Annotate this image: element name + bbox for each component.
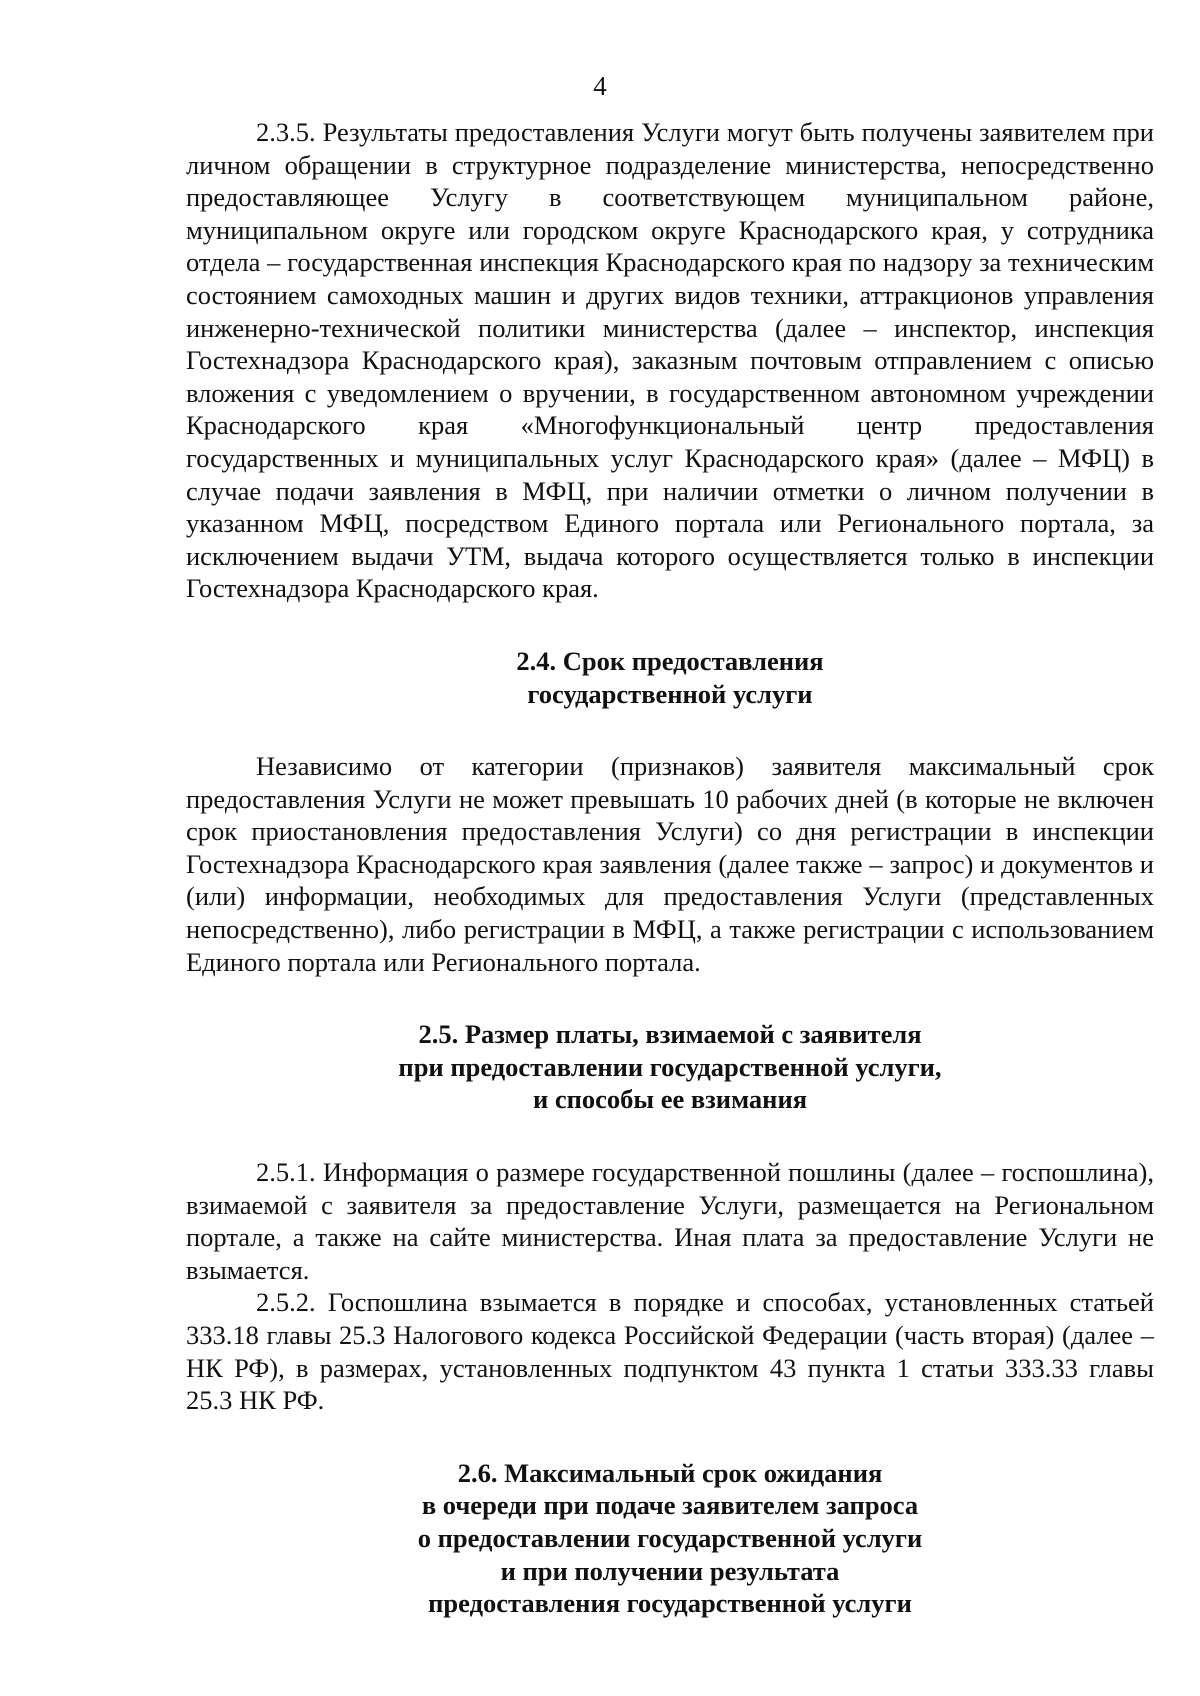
- heading-2-6: [186, 1457, 1154, 1620]
- page-number: 4: [593, 71, 607, 101]
- heading-line: при предоставлении государственной услуги,: [398, 1051, 942, 1082]
- heading-line: 2.6. Максимальный срок ожидания: [457, 1457, 883, 1488]
- heading-2-4: [186, 645, 1154, 710]
- paragraph-2-4: Независимо от категории (признаков) заявителя максимальный срок предоставления Услуги не может превышать 10 рабочих дней (в которые не включен срок приостановления предоставления Услуги) со дня регистрации в инспекции Гостехнадзора Краснодарского края заявления (далее также – запрос) и документов и (или) информации, необходимых для предоставления Услуги (представленных непосредственно), либо регистрации в МФЦ, а также регистрации с использованием Единого портала или Регионального портала.: [186, 751, 1154, 977]
- heading-line: и способы ее взимания: [532, 1084, 808, 1115]
- document-body: [186, 116, 1154, 1620]
- paragraph-2-5-1: 2.5.1. Информация о размере государственной пошлины (далее – госпошлина), взимаемой с заявителя за предоставление Услуги, размещается на Региональном портале, а также на сайте министерства. Иная плата за предоставление Услуги не взымается.: [186, 1157, 1154, 1285]
- heading-line: в очереди при подаче заявителем запроса: [421, 1490, 919, 1521]
- heading-line: о предоставлении государственной услуги: [417, 1522, 923, 1553]
- heading-line: и при получении результата: [500, 1555, 840, 1586]
- paragraph-2-5-2: 2.5.2. Госпошлина взымается в порядке и способах, установленных статьей 333.18 главы 25.3 Налогового кодекса Российской Федерации (часть вторая) (далее – НК РФ), в размерах, установленных подпунктом 43 пункта 1 статьи 333.33 главы 25.3 НК РФ.: [186, 1287, 1154, 1416]
- heading-line: 2.4. Срок предоставления: [516, 645, 824, 676]
- paragraph-2-3-5: 2.3.5. Результаты предоставления Услуги могут быть получены заявителем при личном обращении в структурное подразделение министерства, непосредственно предоставляющее Услугу в соответствующем муниципальном районе, муниципальном округе или городском округе Краснодарского края, у сотрудника отдела – государственная инспекция Краснодарского края по надзору за техническим состоянием самоходных машин и других видов техники, аттракционов управления инженерно-технической политики министерства (далее – инспектор, инспекция Гостехнадзора Краснодарского края), заказным почтовым отправлением с описью вложения с уведомлением о вручении, в государственном автономном учреждении Краснодарского края «Многофункциональный центр предоставления государственных и муниципальных услуг Краснодарского края» (далее – МФЦ) в случае подачи заявления в МФЦ, при наличии отметки о личном получении в указанном МФЦ, посредством Единого портала или Регионального портала, за исключением выдачи УТМ, выдача которого осуществляется только в инспекции Гостехнадзора Краснодарского края.: [186, 117, 1154, 604]
- heading-2-5: [186, 1018, 1154, 1116]
- heading-line: предоставления государственной услуги: [428, 1588, 912, 1619]
- heading-line: государственной услуги: [527, 678, 813, 709]
- heading-line: 2.5. Размер платы, взимаемой с заявителя: [418, 1019, 922, 1050]
